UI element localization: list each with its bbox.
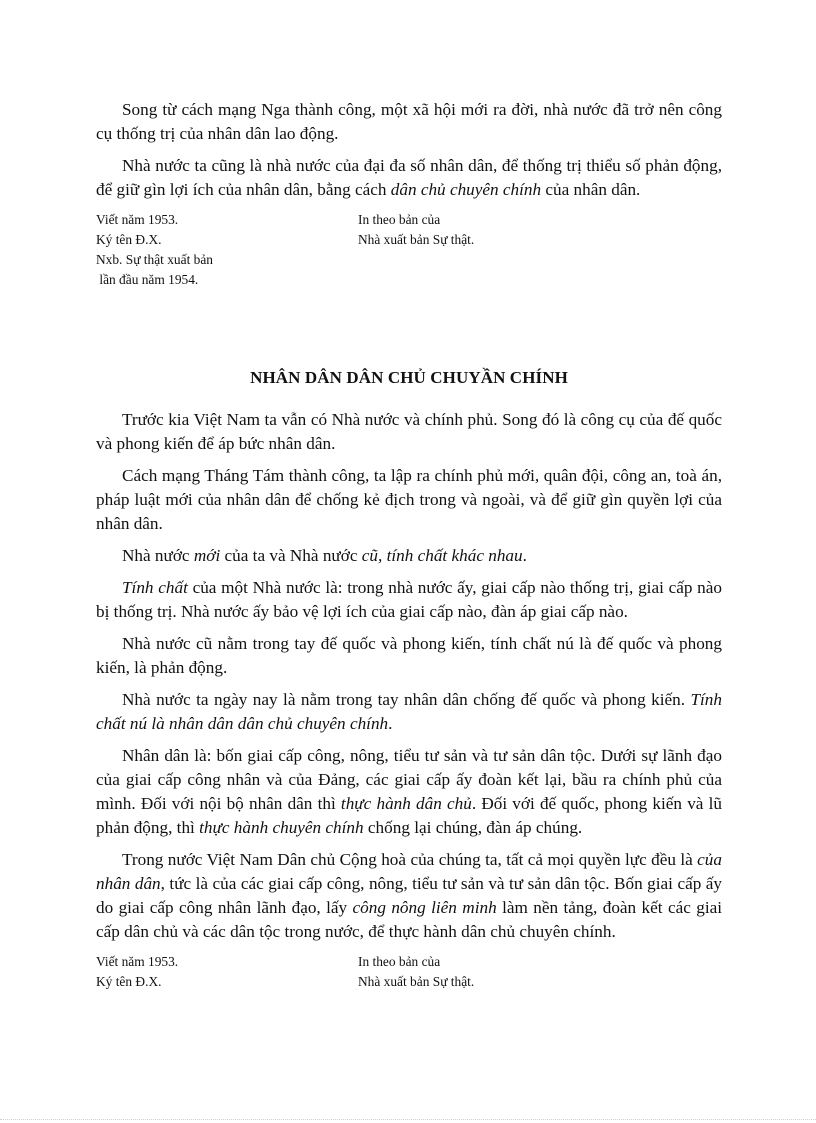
source-note-line: Nhà xuất bản Sự thật. <box>358 232 475 247</box>
italic-text-run: Tính chất <box>122 578 188 597</box>
paragraph <box>96 744 722 840</box>
source-note-line: In theo bản của <box>358 954 441 969</box>
paragraph <box>96 576 722 624</box>
section-title: NHÂN DÂN DÂN CHỦ CHUYẦN CHÍNH <box>250 368 568 387</box>
text-run: Nhân dân là: bốn giai cấp công, nông, tiểu tư sản và tư sản dân tộc. Dưới sự lãnh đạo của giai cấp công nhân và của Đảng, các giai cấp ấy đoàn kết lại, bầu ra chính phủ của mình. Đối với nội bộ nhân dân thì <box>96 746 722 813</box>
italic-text-run: mới <box>193 546 221 565</box>
text-run: . Đối với đế quốc, phong kiến và lũ phản động, thì <box>96 794 722 837</box>
source-note-right <box>358 952 722 992</box>
italic-text-run: của nhân dân <box>96 850 722 893</box>
text-run: Song từ cách mạng Nga thành công, một xã hội mới ra đời, nhà nước đã trở nên công cụ thống trị của nhân dân lao động. <box>96 100 722 143</box>
section-1-body <box>96 98 722 202</box>
text-run: . <box>522 546 527 565</box>
italic-text-run: Tính chất nú là nhân dân dân chủ chuyên chính <box>96 690 722 733</box>
source-note-line: Viết năm 1953. <box>96 954 179 969</box>
italic-text-run: công nông liên minh <box>352 898 497 917</box>
italic-text-run: dân chủ chuyên chính <box>390 180 542 199</box>
paragraph <box>96 632 722 680</box>
page-bottom-divider <box>0 1119 816 1120</box>
source-note-line: Ký tên Đ.X. <box>96 974 162 989</box>
source-note-left <box>96 952 358 992</box>
source-note-left <box>96 210 358 290</box>
text-run: làm nền tảng, đoàn kết các giai cấp dân chủ và các dân tộc trong nước, để thực hành dân chủ chuyên chính. <box>96 898 723 941</box>
section-1 <box>96 98 722 290</box>
section-2-source-note <box>96 952 722 992</box>
source-note-line: Nhà xuất bản Sự thật. <box>358 974 475 989</box>
text-run: chống lại chúng, đàn áp chúng. <box>363 818 583 837</box>
paragraph <box>96 848 722 944</box>
text-run: Trước kia Việt Nam ta vẫn có Nhà nước và chính phủ. Song đó là công cụ của đế quốc và phong kiến để áp bức nhân dân. <box>96 410 722 453</box>
section-2-body <box>96 408 722 944</box>
text-run: Nhà nước <box>122 546 194 565</box>
source-note-line: Ký tên Đ.X. <box>96 232 162 247</box>
paragraph <box>96 154 722 202</box>
paragraph <box>96 544 722 568</box>
source-note-line: Viết năm 1953. <box>96 212 179 227</box>
text-run: Trong nước Việt Nam Dân chủ Cộng hoà của chúng ta, tất cả mọi quyền lực đều là <box>122 850 698 869</box>
source-note-right <box>358 210 722 290</box>
text-run: Nhà nước ta ngày nay là nằm trong tay nhân dân chống đế quốc và phong kiến. <box>122 690 691 709</box>
source-note-line: Nxb. Sự thật xuất bản <box>96 252 213 267</box>
italic-text-run: cũ, tính chất khác nhau <box>361 546 523 565</box>
paragraph <box>96 688 722 736</box>
italic-text-run: thực hành chuyên chính <box>199 818 364 837</box>
text-run: của nhân dân. <box>541 180 641 199</box>
text-run: , tức là của các giai cấp công, nông, tiểu tư sản và tư sản dân tộc. Bốn giai cấp ấy do giai cấp công nhân lãnh đạo, lấy <box>96 874 722 917</box>
italic-text-run: thực hành dân chủ <box>340 794 472 813</box>
section-2 <box>96 366 722 992</box>
paragraph <box>96 98 722 146</box>
text-run: của một Nhà nước là: trong nhà nước ấy, giai cấp nào thống trị, giai cấp nào bị thống trị. Nhà nước ấy bảo vệ lợi ích của giai cấp nào, đàn áp giai cấp nào. <box>96 578 722 621</box>
source-note-line: lần đầu năm 1954. <box>96 272 199 287</box>
paragraph <box>96 408 722 456</box>
text-run: Nhà nước cũ nằm trong tay đế quốc và phong kiến, tính chất nú là đế quốc và phong kiến, là phản động. <box>96 634 722 677</box>
paragraph <box>96 464 722 536</box>
document-page <box>96 98 722 992</box>
text-run: . <box>388 714 393 733</box>
text-run: của ta và Nhà nước <box>220 546 362 565</box>
source-note-line: In theo bản của <box>358 212 441 227</box>
text-run: Cách mạng Tháng Tám thành công, ta lập ra chính phủ mới, quân đội, công an, toà án, pháp luật mới của nhân dân để chống kẻ địch trong và ngoài, và để giữ gìn quyền lợi của nhân dân. <box>96 466 722 533</box>
text-run: Nhà nước ta cũng là nhà nước của đại đa số nhân dân, để thống trị thiểu số phản động, để giữ gìn lợi ích của nhân dân, bằng cách <box>96 156 722 199</box>
section-1-source-note <box>96 210 722 290</box>
